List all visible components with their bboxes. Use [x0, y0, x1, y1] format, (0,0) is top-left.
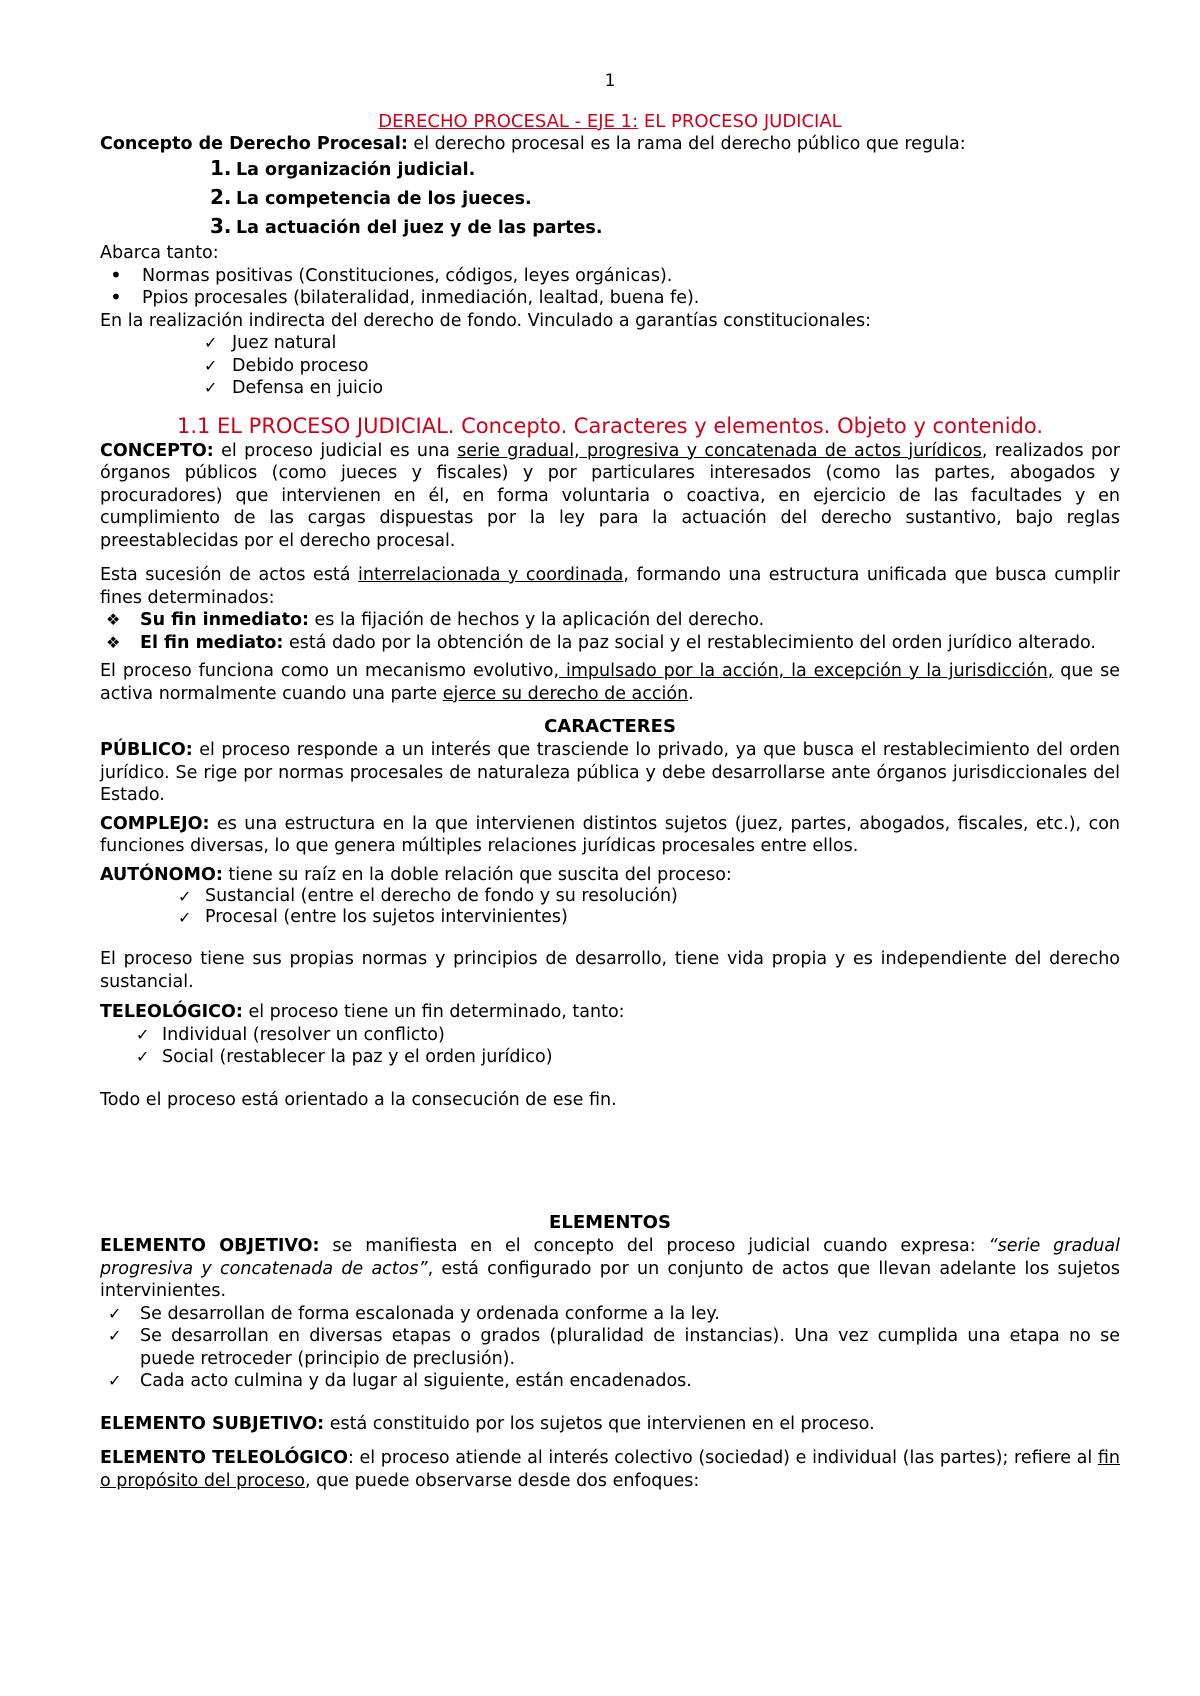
teleologico-elemento-pre: : el proceso atiende al interés colectivo (sociedad) e individual (las partes); refiere al [347, 1448, 1098, 1468]
concepto-underlined: serie gradual, progresiva y concatenada de actos jurídicos [457, 440, 982, 461]
list-item [100, 1024, 1120, 1047]
mecanismo-pre: El proceso funciona como un mecanismo evolutivo, [100, 661, 560, 681]
objetivo-post: , está configurado por un conjunto de actos que llevan adelante los sujetos intervinientes. [100, 1258, 1120, 1301]
publico-label: PÚBLICO: [100, 740, 193, 760]
autonomo-list [100, 886, 1120, 928]
teleologico-label: TELEOLÓGICO: [100, 1002, 243, 1022]
mecanismo-underlined-1: impulsado por la acción, la excepción y la jurisdicción, [559, 661, 1054, 681]
teleologico-elemento-label: ELEMENTO TELEOLÓGICO [100, 1448, 348, 1468]
list-item [100, 355, 1120, 378]
check-icon: ✓ [204, 355, 218, 375]
concepto-derecho-paragraph [100, 133, 1120, 156]
list-item: • Normas positivas (Constituciones, códigos, leyes orgánicas). [100, 265, 1120, 288]
sucesion-post: , formando una estructura unificada que busca cumplir fines determinados: [100, 565, 1121, 608]
check-icon: ✓ [108, 1371, 122, 1390]
list-item [100, 184, 1120, 213]
fin-text: está dado por la obtención de la paz social y el restablecimiento del orden jurídico alterado. [283, 632, 1096, 653]
list-item [100, 907, 1120, 928]
mecanismo-mid: que se activa normalmente cuando una parte [100, 661, 1120, 704]
elementos-heading: ELEMENTOS [549, 1212, 671, 1233]
fin-text: es la fijación de hechos y la aplicación del derecho. [308, 610, 765, 630]
fines-list [100, 609, 1120, 654]
item-number: 1. [210, 156, 232, 180]
item-text: Cada acto culmina y da lugar al siguiente, están encadenados. [140, 1371, 692, 1391]
teleologico-elemento-post: , que puede observarse desde dos enfoques: [304, 1470, 700, 1491]
check-icon: ✓ [108, 1303, 122, 1323]
diamond-bullet-icon: ❖ [106, 632, 121, 652]
list-item [100, 1325, 1120, 1370]
subjetivo-paragraph [100, 1413, 1120, 1436]
sucesion-pre: Esta sucesión de actos está [100, 565, 359, 585]
check-icon: ✓ [204, 378, 218, 397]
sucesion-paragraph [100, 564, 1120, 609]
item-text: Defensa en juicio [232, 378, 384, 398]
item-text: Procesal (entre los sujetos intervinientes) [205, 907, 568, 927]
autonomo-paragraph [100, 864, 1120, 887]
publico-text: el proceso responde a un interés que trasciende lo privado, ya que busca el restablecimiento del orden jurídico. Se rige por normas procesales de naturaleza pública y debe desarrollarse ante órganos jurisdiccionales del Estado. [100, 740, 1120, 805]
autonomo-label: AUTÓNOMO: [100, 864, 223, 885]
complejo-label: COMPLEJO: [100, 813, 210, 834]
section-title: 1.1 EL PROCESO JUDICIAL. Concepto. Caracteres y elementos. Objeto y contenido. [176, 413, 1044, 438]
concepto-label: CONCEPTO: [100, 440, 214, 461]
autonomo-after: El proceso tiene sus propias normas y principios de desarrollo, tiene vida propia y es independiente del derecho sustancial. [100, 949, 1120, 992]
item-text: La competencia de los jueces. [236, 189, 532, 209]
diamond-bullet-icon: ❖ [106, 610, 121, 629]
item-text: Individual (resolver un conflicto) [162, 1024, 445, 1045]
item-text: La actuación del juez y de las partes. [236, 218, 603, 238]
autonomo-text: tiene su raíz en la doble relación que suscita del proceso: [222, 864, 732, 885]
check-icon: ✓ [204, 333, 218, 352]
caracteres-heading: CARACTERES [544, 716, 676, 737]
item-number: 3. [210, 214, 232, 238]
concepto-derecho-label: Concepto de Derecho Procesal: [100, 133, 408, 154]
complejo-paragraph [100, 813, 1120, 858]
sucesion-underlined: interrelacionada y coordinada [358, 565, 624, 585]
concepto-post: , realizados por órganos públicos (como jueces y fiscales) y por particulares interesados (como las partes, abogados y procuradores) que intervienen en él, en forma voluntaria o coactiva, en ejercicio de las facultades y en cumplimiento de las cargas dispuestas por la ley para la actuación del derecho sustantivo, bajo reglas preestablecidas por el derecho procesal. [100, 440, 1120, 551]
fin-label: Su fin inmediato: [140, 610, 309, 630]
list-item [100, 213, 1120, 242]
title-part1: DERECHO PROCESAL - EJE 1: [378, 110, 639, 132]
teleologico-paragraph [100, 1001, 1120, 1024]
concepto-paragraph [100, 440, 1120, 553]
title-part2: EL PROCESO JUDICIAL [638, 110, 842, 132]
list-item [100, 1303, 1120, 1326]
item-text: Debido proceso [232, 355, 369, 376]
subjetivo-text: está constituido por los sujetos que intervienen en el proceso. [324, 1413, 875, 1434]
objetivo-pre: se manifiesta en el concepto del proceso judicial cuando expresa: [319, 1236, 989, 1256]
teleologico-list [100, 1024, 1120, 1069]
fin-label: El fin mediato: [140, 632, 284, 653]
objetivo-paragraph [100, 1235, 1120, 1303]
teleologico-after: Todo el proceso está orientado a la consecución de ese fin. [100, 1089, 617, 1110]
subjetivo-label: ELEMENTO SUBJETIVO: [100, 1413, 325, 1434]
objetivo-label: ELEMENTO OBJETIVO: [100, 1236, 320, 1256]
mecanismo-underlined-2: ejerce su derecho de acción [442, 683, 689, 704]
check-icon: ✓ [136, 1024, 150, 1044]
teleologico-text: el proceso tiene un fin determinado, tanto: [242, 1002, 625, 1022]
regula-list [100, 155, 1120, 242]
objetivo-list [100, 1303, 1120, 1393]
document-page [100, 70, 1120, 1492]
check-icon: ✓ [178, 887, 192, 906]
item-text: Juez natural [232, 333, 337, 353]
item-text: Social (restablecer la paz y el orden jurídico) [162, 1047, 553, 1067]
realizacion-paragraph: En la realización indirecta del derecho de fondo. Vinculado a garantías constitucionales: [100, 310, 872, 331]
mecanismo-post: . [688, 683, 694, 704]
list-item [100, 632, 1120, 655]
item-number: 2. [210, 185, 232, 209]
check-icon: ✓ [108, 1326, 122, 1345]
objetivo-quote: “serie gradual progresiva y concatenada de actos” [100, 1236, 1120, 1279]
concepto-derecho-text: el derecho procesal es la rama del derecho público que regula: [407, 133, 966, 154]
abarca-intro: Abarca tanto: [100, 243, 219, 263]
item-text: Se desarrollan de forma escalonada y ordenada conforme a la ley. [140, 1303, 720, 1324]
publico-paragraph [100, 739, 1120, 807]
abarca-list [100, 265, 1120, 310]
document-title [100, 111, 1120, 133]
list-item [100, 1046, 1120, 1069]
list-item [100, 1370, 1120, 1393]
list-item [100, 609, 1120, 632]
teleologico-elemento-paragraph [100, 1447, 1120, 1492]
item-text: Se desarrollan en diversas etapas o grados (pluralidad de instancias). Una vez cumplida una etapa no se puede retroceder (principio de preclusión). [140, 1326, 1120, 1369]
item-text: Sustancial (entre el derecho de fondo y su resolución) [205, 886, 678, 906]
mecanismo-paragraph [100, 660, 1120, 705]
check-icon: ✓ [178, 908, 192, 927]
page-number: 1 [604, 71, 616, 91]
list-item [100, 886, 1120, 907]
list-item [100, 155, 1120, 184]
complejo-text: es una estructura en la que intervienen distintos sujetos (juez, partes, abogados, fiscales, etc.), con funciones diversas, lo que genera múltiples relaciones jurídicas procesales entre ellos. [100, 813, 1120, 856]
list-item [100, 377, 1120, 400]
item-text: La organización judicial. [236, 160, 476, 180]
check-icon: ✓ [136, 1047, 150, 1066]
list-item [100, 332, 1120, 355]
concepto-pre: el proceso judicial es una [213, 440, 458, 461]
garantias-list [100, 332, 1120, 400]
teleologico-elemento-underlined: fin o propósito del proceso [100, 1448, 1120, 1491]
list-item: • Ppios procesales (bilateralidad, inmediación, lealtad, buena fe). [100, 287, 1120, 310]
